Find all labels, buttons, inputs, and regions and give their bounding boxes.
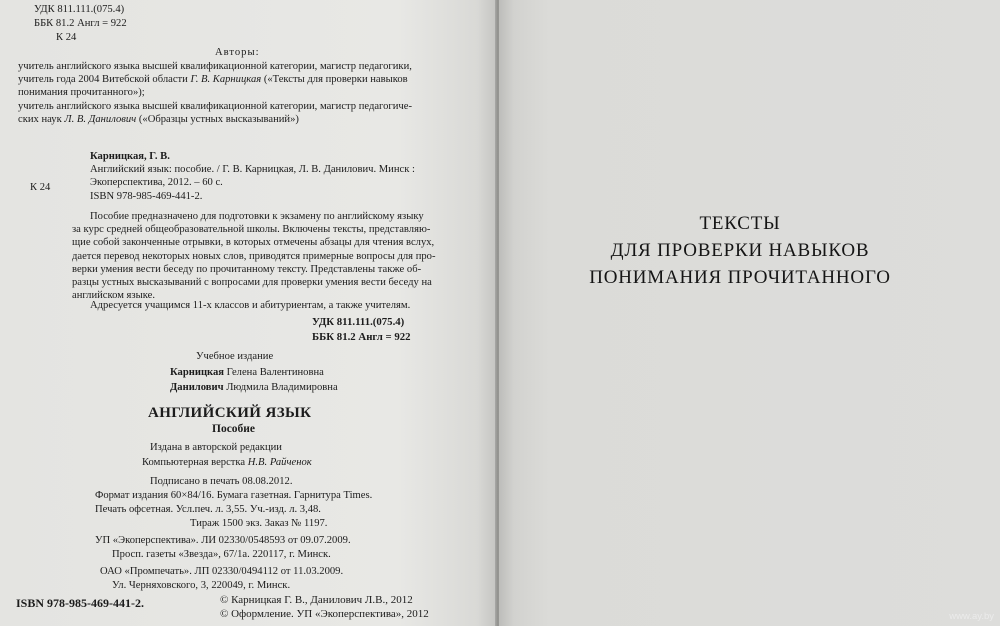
- bbk-code-bottom: ББК 81.2 Англ = 922: [312, 331, 411, 343]
- author2-name: Л. В. Данилович: [64, 113, 137, 125]
- author1-line1: учитель английского языка высшей квалификационной категории, магистр педагогики,: [18, 61, 412, 72]
- edition-type: Учебное издание: [196, 351, 274, 362]
- left-page: [0, 0, 497, 626]
- bib-isbn: ISBN 978-985-469-441-2.: [90, 190, 203, 202]
- audience: Адресуется учащимся 11-х классов и абитуриентам, а также учителям.: [90, 300, 411, 311]
- authors-block: [18, 60, 412, 126]
- right-page: [499, 0, 1000, 626]
- abstract-line: Пособие предназначено для подготовки к экзамену по английскому языку: [90, 211, 424, 222]
- publisher2: ОАО «Промпечать». ЛП 02330/0494112 от 11.03.2009.: [100, 566, 344, 577]
- abstract-line: щие собой законченные отрывки, в которых отмечены абзацы для чтения вслух,: [72, 237, 435, 249]
- book-title: АНГЛИЙСКИЙ ЯЗЫК: [148, 405, 312, 421]
- person1: Карницкая Гелена Валентиновна: [170, 367, 324, 378]
- title-line: ТЕКСТЫ: [699, 213, 781, 234]
- abstract-line: английском языке.: [72, 290, 155, 302]
- title-line: ПОНИМАНИЯ ПРОЧИТАННОГО: [589, 267, 891, 288]
- publisher2-address: Ул. Черняховского, 3, 220049, г. Минск.: [112, 580, 291, 591]
- layout-credit: Компьютерная верстка Н.В. Райченок: [142, 457, 312, 468]
- copyright-authors: © Карницкая Г. В., Данилович Л.В., 2012: [220, 594, 413, 606]
- run-info: Тираж 1500 экз. Заказ № 1197.: [190, 518, 328, 529]
- udk-code: УДК 811.111.(075.4): [34, 4, 125, 15]
- book-subtitle: Пособие: [212, 423, 256, 435]
- abstract: [72, 210, 436, 302]
- author1-name: Г. В. Карницкая: [190, 74, 262, 86]
- publisher1: УП «Экоперспектива». ЛИ 02330/0548593 от 09.07.2009.: [95, 535, 351, 546]
- bib-line1: Английский язык: пособие. / Г. В. Карницкая, Л. В. Данилович. Минск :: [90, 164, 415, 176]
- abstract-line: верки умения вести беседу по прочитанному тексту. Представлены также об-: [72, 263, 422, 275]
- publisher1-address: Просп. газеты «Звезда», 67/1а. 220117, г. Минск.: [112, 549, 331, 560]
- bbk-code: ББК 81.2 Англ = 922: [34, 18, 127, 29]
- abstract-line: за курс средней общеобразовательной школы. Включены тексты, представляю-: [72, 224, 431, 236]
- show-through-text: [250, 6, 420, 40]
- author2-line1: учитель английского языка высшей квалификационной категории, магистр педагогиче-: [18, 100, 412, 112]
- print-info: Печать офсетная. Усл.печ. л. 3,55. Уч.-изд. л. 3,48.: [95, 504, 321, 515]
- isbn: ISBN 978-985-469-441-2.: [16, 596, 144, 610]
- watermark: www.ay.by: [949, 611, 994, 622]
- author2-line2: ских наук Л. В. Данилович («Образцы устных высказываний»): [18, 113, 299, 125]
- author1-line2: учитель года 2004 Витебской области Г. В. Карницкая («Тексты для проверки навыков: [18, 74, 408, 86]
- abstract-line: дается перевод некоторых новых слов, приводятся примерные вопросы для про-: [72, 250, 436, 262]
- author-mark: К 24: [56, 32, 77, 43]
- udk-code-bottom: УДК 811.111.(075.4): [312, 316, 405, 328]
- signed-date: Подписано в печать 08.08.2012.: [150, 476, 293, 487]
- title-line: ДЛЯ ПРОВЕРКИ НАВЫКОВ: [610, 240, 870, 261]
- edited-note: Издана в авторской редакции: [150, 442, 282, 453]
- title-page-heading: [560, 210, 920, 291]
- author-mark-side: К 24: [30, 182, 51, 193]
- bib-author: Карницкая, Г. В.: [90, 151, 170, 162]
- authors-heading: Авторы:: [215, 47, 260, 58]
- author1-line3: понимания прочитанного»);: [18, 87, 145, 99]
- abstract-line: разцы устных высказываний с вопросами для проверки умения вести беседу на: [72, 277, 432, 289]
- bib-line2: Экоперспектива, 2012. – 60 с.: [90, 177, 223, 189]
- format-info: Формат издания 60×84/16. Бумага газетная. Гарнитура Times.: [95, 490, 373, 501]
- person2: Данилович Людмила Владимировна: [170, 382, 338, 393]
- copyright-design: © Оформление. УП «Экоперспектива», 2012: [220, 608, 429, 620]
- bibliographic-record: [72, 150, 415, 203]
